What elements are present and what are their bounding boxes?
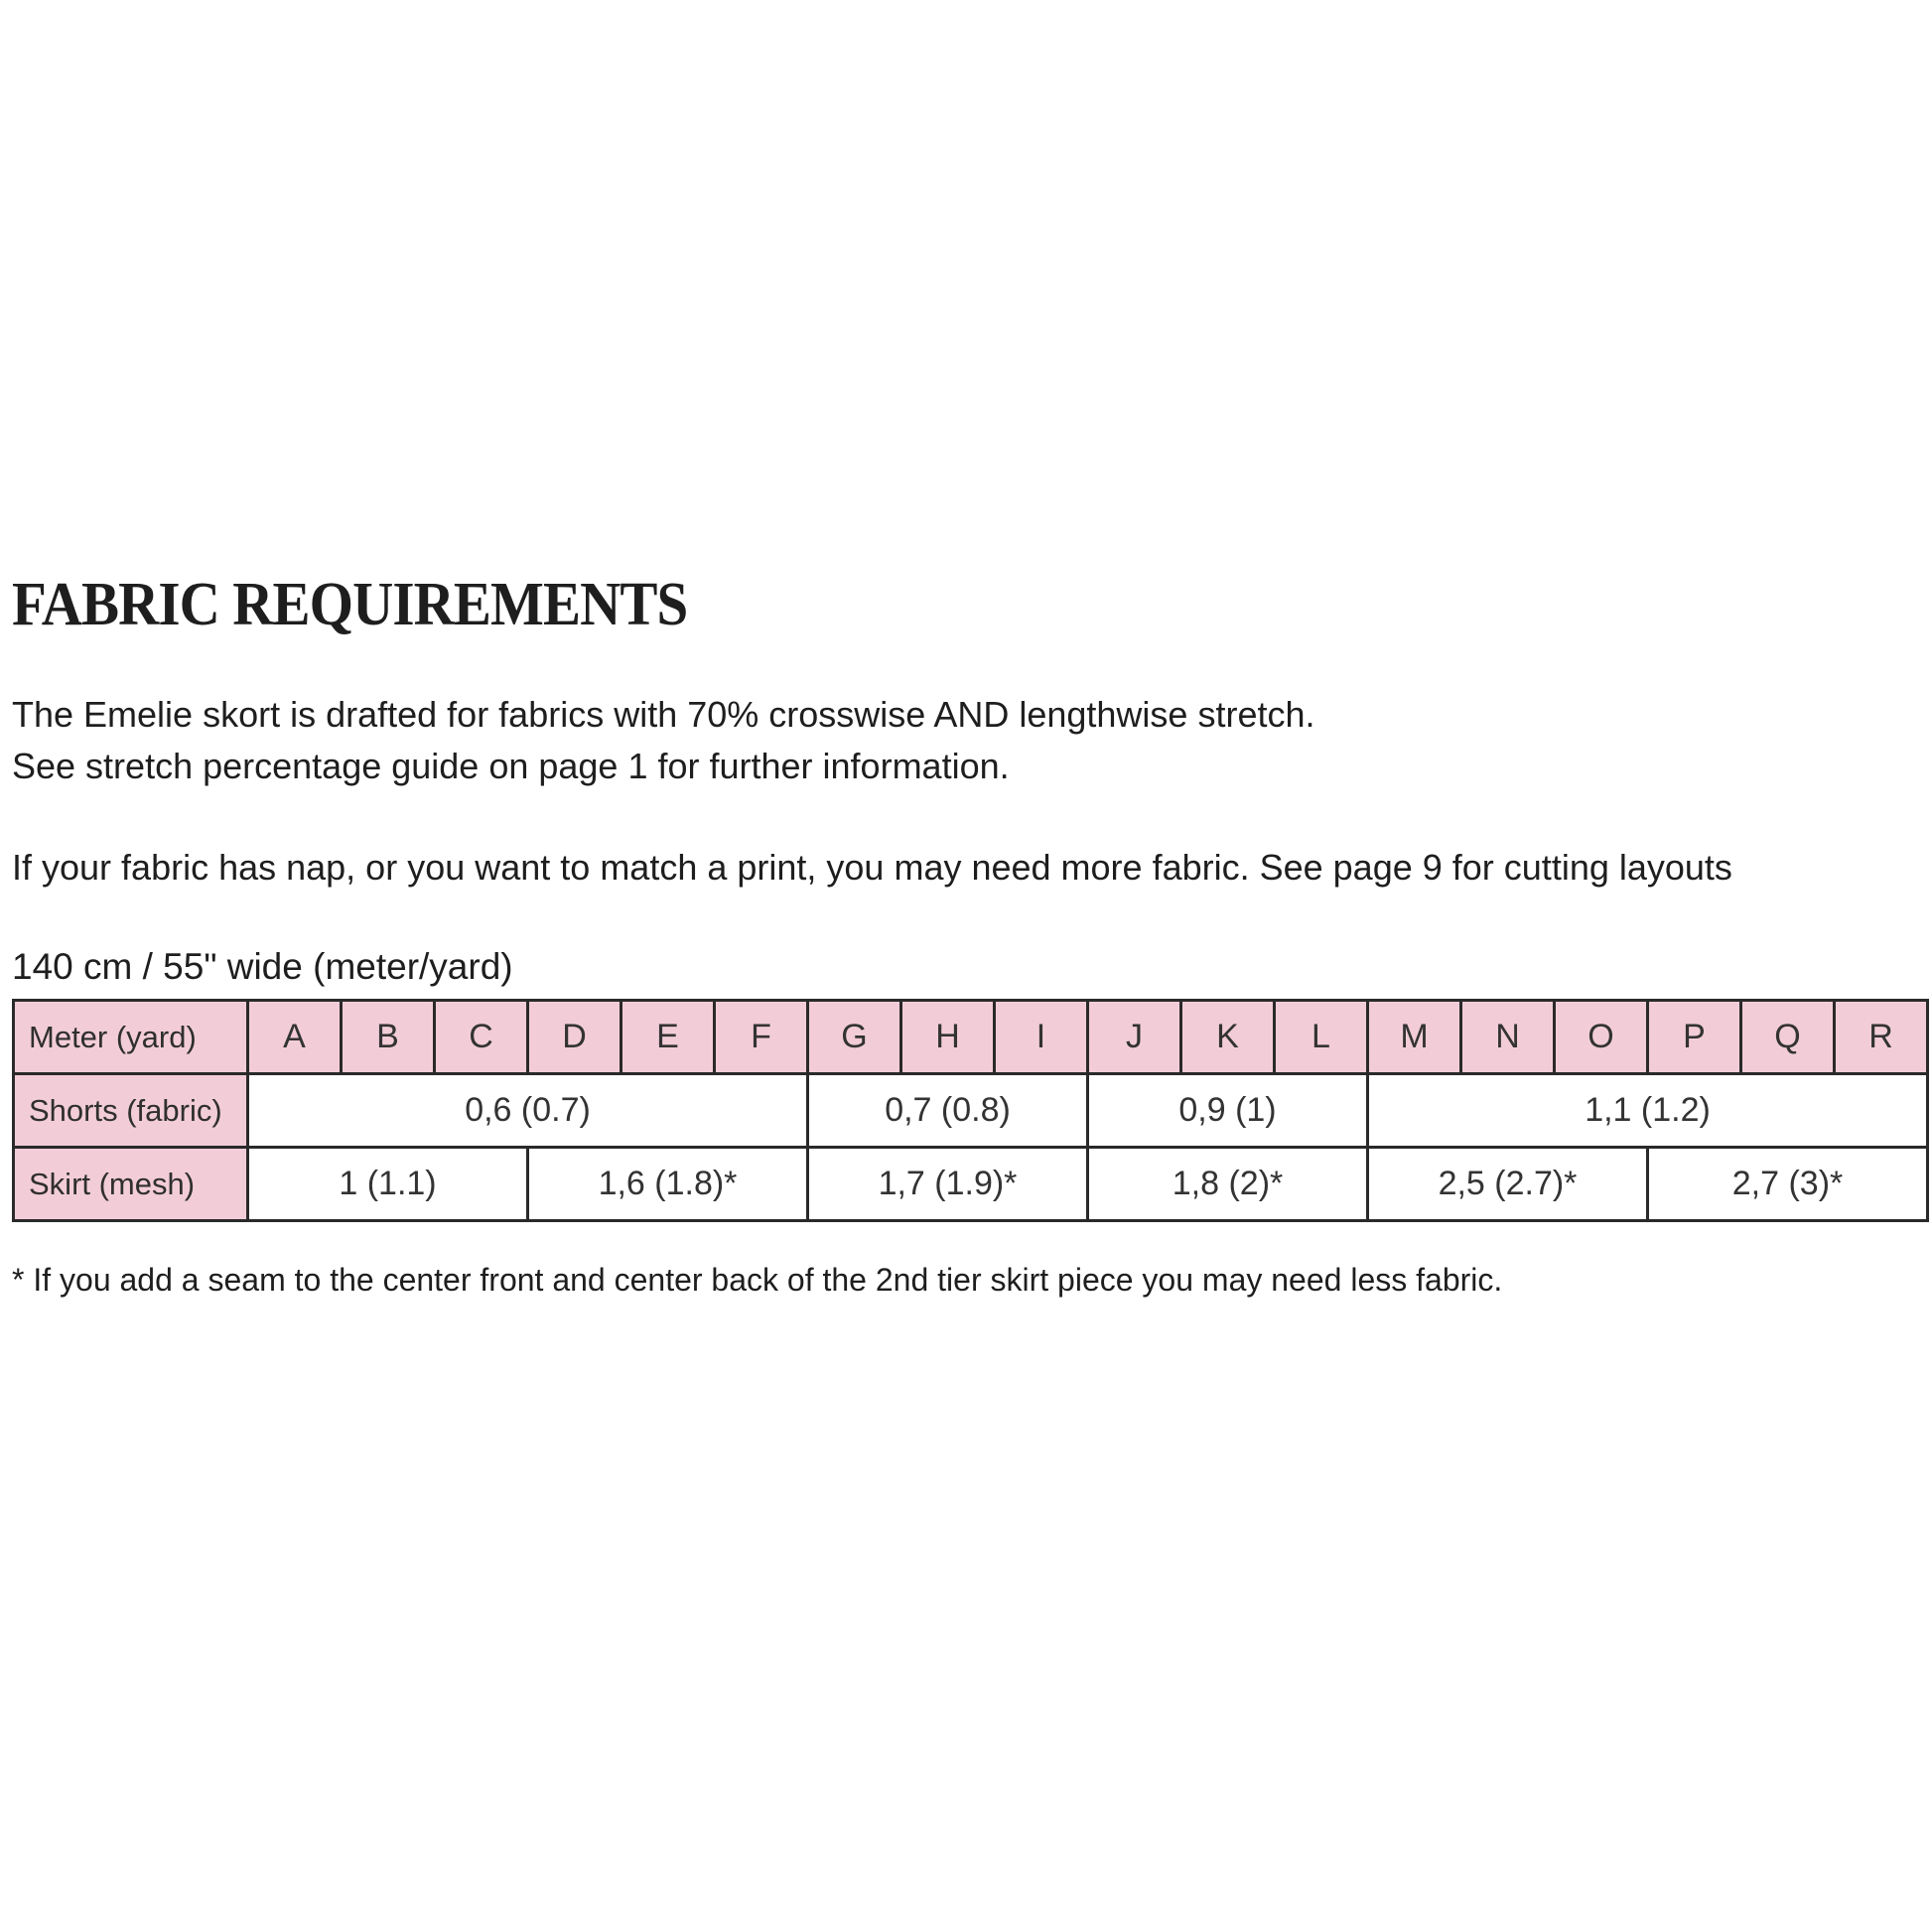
footnote: * If you add a seam to the center front and center back of the 2nd tier skirt piece you may need less fabric. (12, 1262, 1503, 1298)
size-cell-k: K (1181, 1001, 1275, 1074)
size-header-row (14, 1001, 1928, 1074)
size-cell-p: P (1648, 1001, 1741, 1074)
stretch-guide-line: See stretch percentage guide on page 1 for further information. (12, 746, 1010, 786)
fabric-requirements-table (12, 999, 1929, 1222)
size-cell-q: Q (1741, 1001, 1835, 1074)
size-cell-l: L (1275, 1001, 1368, 1074)
shorts-row (14, 1074, 1928, 1148)
size-cell-e: E (621, 1001, 715, 1074)
size-cell-c: C (435, 1001, 528, 1074)
table-caption: 140 cm / 55" wide (meter/yard) (12, 946, 513, 987)
stretch-info (12, 689, 1922, 792)
nap-note: If your fabric has nap, or you want to match a print, you may need more fabric. See page 9 for cutting layouts (12, 847, 1732, 888)
shorts-value-m-r: 1,1 (1.2) (1368, 1074, 1928, 1148)
size-cell-m: M (1368, 1001, 1461, 1074)
fabric-requirements-section (12, 568, 1922, 1302)
size-cell-n: N (1461, 1001, 1555, 1074)
skirt-value-a-c: 1 (1.1) (248, 1148, 528, 1221)
skirt-value-j-l: 1,8 (2)* (1088, 1148, 1368, 1221)
skirt-value-m-o: 2,5 (2.7)* (1368, 1148, 1648, 1221)
size-cell-a: A (248, 1001, 342, 1074)
size-cell-h: H (901, 1001, 995, 1074)
size-cell-b: B (342, 1001, 435, 1074)
shorts-value-j-l: 0,9 (1) (1088, 1074, 1368, 1148)
shorts-label: Shorts (fabric) (14, 1074, 248, 1148)
size-cell-d: D (528, 1001, 621, 1074)
skirt-value-p-r: 2,7 (3)* (1648, 1148, 1928, 1221)
size-cell-g: G (808, 1001, 901, 1074)
header-label: Meter (yard) (14, 1001, 248, 1074)
stretch-info-line: The Emelie skort is drafted for fabrics with 70% crosswise AND lengthwise stretch. (12, 694, 1315, 735)
size-cell-f: F (715, 1001, 808, 1074)
shorts-value-a-f: 0,6 (0.7) (248, 1074, 808, 1148)
skirt-value-d-f: 1,6 (1.8)* (528, 1148, 808, 1221)
size-cell-o: O (1555, 1001, 1648, 1074)
shorts-value-g-i: 0,7 (0.8) (808, 1074, 1088, 1148)
size-cell-j: J (1088, 1001, 1181, 1074)
skirt-label: Skirt (mesh) (14, 1148, 248, 1221)
page-title: FABRIC REQUIREMENTS (12, 571, 688, 638)
size-cell-i: I (995, 1001, 1088, 1074)
skirt-row (14, 1148, 1928, 1221)
skirt-value-g-i: 1,7 (1.9)* (808, 1148, 1088, 1221)
size-cell-r: R (1835, 1001, 1928, 1074)
